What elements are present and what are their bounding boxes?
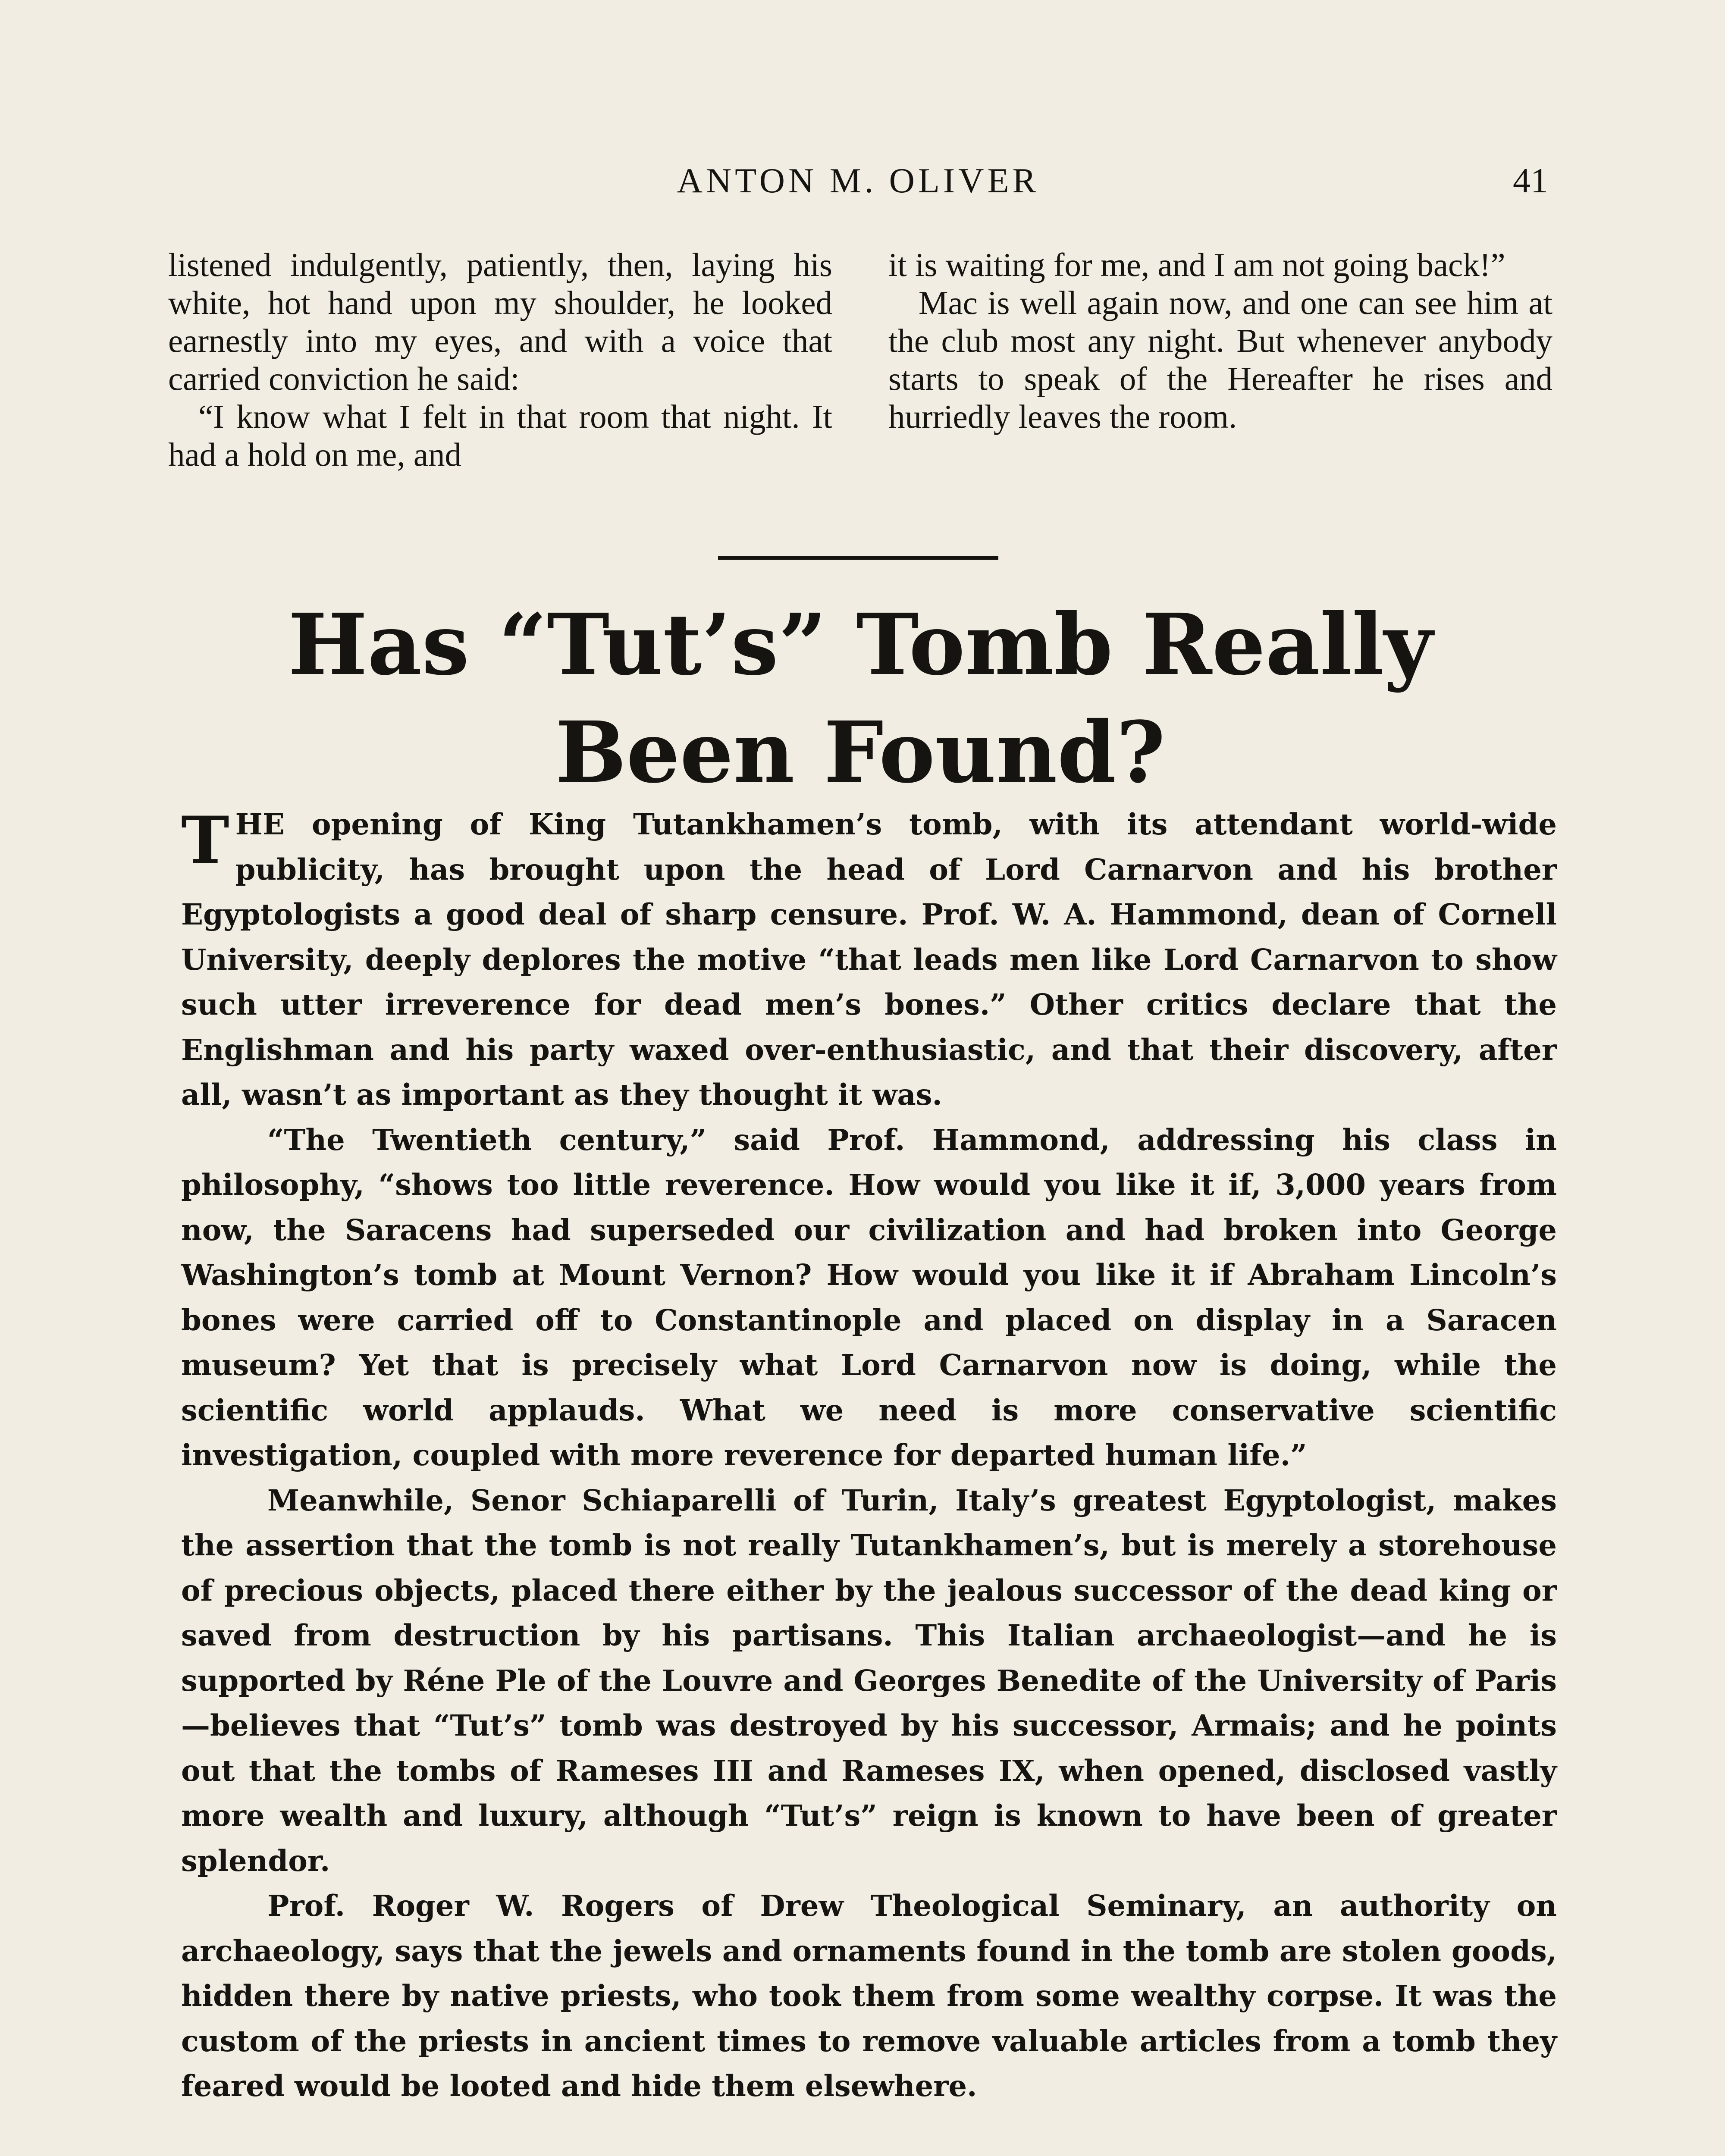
paragraph-1-text: HE opening of King Tutankhamen’s tomb, with its attendant world-wide publicity, has brought upon the head of Lord Carnarvon and his brother Egyptologists a good deal of sharp censure. Prof. W. A. Hammond, dean of Cornell University, deeply deplores the motive “that leads men like Lord Carnarvon to show such utter irreverence for dead men’s bones.” Other critics declare that the Englishman and his party waxed over-enthusiastic, and that their discovery, after all, wasn’t as important as they thought it was. [181,807,1557,1112]
carry-over-story [168,246,1552,513]
carry-over-paragraph: listened indulgently, patiently, then, laying his white, hot hand upon my shoulder, he looked earnestly into my eyes, and with a voice that carried conviction he said: [168,246,832,397]
carry-over-right-column [888,246,1552,513]
carry-over-paragraph: Mac is well again now, and one can see him at the club most any night. But whenever anybody starts to speak of the Hereafter he rises and hurriedly leaves the room. [888,284,1552,435]
article-body [181,802,1557,2109]
headline-line-2: Been Found? [555,703,1166,802]
carry-over-paragraph: it is waiting for me, and I am not going back!” [888,246,1505,283]
page-number: 41 [1513,161,1548,200]
article-paragraph-2: “The Twentieth century,” said Prof. Hammond, addressing his class in philosophy, “shows too little reverence. How would you like it if, 3,000 years from now, the Saracens had superseded our civilization and had broken into George Washington’s tomb at Mount Vernon? How would you like it if Abraham Lincoln’s bones were carried off to Constantinople and placed on display in a Saracen museum? Yet that is precisely what Lord Carnarvon now is doing, while the scientific world applauds. What we need is more conservative scientific investigation, coupled with more reverence for departed human life.” [181,1122,1557,1472]
running-head-author: ANTON M. OLIVER [677,161,1040,200]
carry-over-paragraph: “I know what I felt in that room that night. It had a hold on me, and [168,398,832,473]
headline-line-1: Has “Tut’s” Tomb Really [288,595,1433,694]
article-paragraph-4: Prof. Roger W. Rogers of Drew Theological Seminary, an authority on archaeology, says that the jewels and ornaments found in the tomb are stolen goods, hidden there by native priests, who took them from some wealthy corpse. It was the custom of the priests in ancient times to remove valuable articles from a tomb they feared would be looted and hide them elsewhere. [181,1889,1557,2103]
drop-cap: T [181,802,229,878]
section-divider-rule [718,556,998,560]
article-paragraph-1 [181,802,1557,1118]
article-paragraph-3: Meanwhile, Senor Schiaparelli of Turin, Italy’s greatest Egyptologist, makes the assertion that the tomb is not really Tutankhamen’s, but is merely a storehouse of precious objects, placed there either by the jealous successor of the dead king or saved from destruction by his partisans. This Italian archaeologist—and he is supported by Réne Ple of the Louvre and Georges Benedite of the University of Paris—believes that “Tut’s” tomb was destroyed by his successor, Armais; and he points out that the tombs of Rameses III and Rameses IX, when opened, disclosed vastly more wealth and luxury, although “Tut’s” reign is known to have been of greater splendor. [181,1483,1557,1878]
carry-over-left-column [168,246,832,513]
article-headline [168,591,1552,806]
running-header [168,160,1548,208]
